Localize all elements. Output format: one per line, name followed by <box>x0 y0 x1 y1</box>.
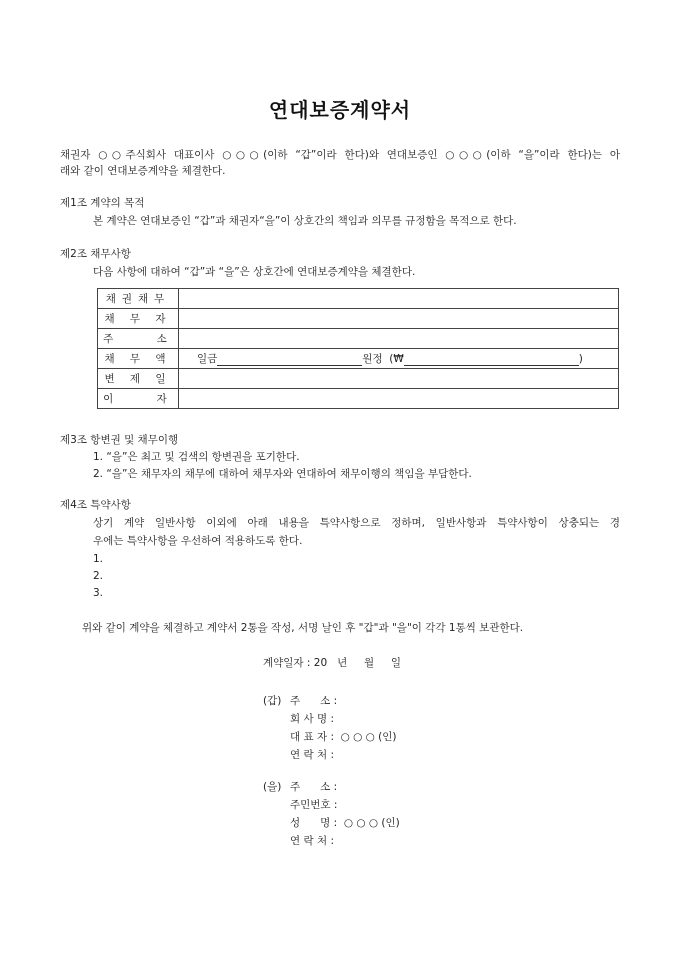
article4-item: 1. <box>93 553 104 565</box>
article1-body: 본 계약은 연대보증인 “갑”과 채권자“을”이 상호간의 책임과 의무를 규정함을 목적으로 한다. <box>93 215 517 227</box>
row-value[interactable] <box>179 309 619 329</box>
table-row <box>98 369 619 389</box>
contract-date: 계약일자 : 20 년 월 일 <box>263 657 401 669</box>
party-b-tag: (을) <box>263 781 282 793</box>
party-a-contact: 연 락 처 : <box>290 749 334 761</box>
article2-body: 다음 사항에 대하여 “갑”과 “을”은 상호간에 연대보증계약을 체결한다. <box>93 266 416 278</box>
article4-body-line-2: 우에는 특약사항을 우선하여 적용하도록 한다. <box>93 535 303 547</box>
row-value[interactable] <box>179 389 619 409</box>
row-label: 채권채무 <box>98 289 179 309</box>
party-a-representative: 대 표 자 : ○ ○ ○ (인) <box>290 731 397 743</box>
party-b-address: 주 소 : <box>290 781 338 793</box>
row-label: 이 자 <box>98 389 179 409</box>
party-b-name: 성 명 : ○ ○ ○ (인) <box>290 817 400 829</box>
table-row <box>98 329 619 349</box>
row-label: 주 소 <box>98 329 179 349</box>
party-b-contact: 연 락 처 : <box>290 835 334 847</box>
debt-amount-value[interactable] <box>179 349 619 369</box>
intro-line-2: 래와 같이 연대보증계약을 체결한다. <box>60 165 226 177</box>
article3-heading: 제3조 항변권 및 채무이행 <box>60 434 179 446</box>
row-value[interactable] <box>179 369 619 389</box>
intro-line-1: 채권자 ○○주식회사 대표이사 ○○○(이하 “갑”이라 한다)와 연대보증인 ○○○(이하 “을”이라 한다)는 아 <box>60 149 620 161</box>
party-b-resident-number: 주민번호 : <box>290 799 338 811</box>
table-row <box>98 309 619 329</box>
article4-item: 3. <box>93 587 104 599</box>
party-a-tag: (갑) <box>263 695 282 707</box>
document-title: 연대보증계약서 <box>268 98 412 122</box>
article1-heading: 제1조 계약의 목적 <box>60 197 145 209</box>
amount-prefix: 일금 <box>197 353 218 365</box>
article2-heading: 제2조 채무사항 <box>60 248 131 260</box>
row-label: 채 무 액 <box>98 349 179 369</box>
table-row <box>98 289 619 309</box>
article4-body-line-1: 상기 계약 일반사항 이외에 아래 내용을 특약사항으로 정하며, 일반사항과 특약사항이 상충되는 경 <box>93 517 620 529</box>
article3-item: 2. “을”은 채무자의 채무에 대하여 채무자와 연대하여 채무이행의 책임을 부담한다. <box>93 468 472 480</box>
article3-item: 1. “을”은 최고 및 검색의 항변권을 포기한다. <box>93 451 300 463</box>
amount-number-blank[interactable] <box>404 354 579 366</box>
article4-item: 2. <box>93 570 104 582</box>
party-a-company: 회 사 명 : <box>290 713 334 725</box>
amount-middle: 원정 (₩ <box>362 353 404 365</box>
row-label: 변 제 일 <box>98 369 179 389</box>
table-row <box>98 389 619 409</box>
article4-heading: 제4조 특약사항 <box>60 499 131 511</box>
closing-statement: 위와 같이 계약을 체결하고 계약서 2통을 작성, 서명 날인 후 "갑"과 "을"이 각각 1통씩 보관한다. <box>82 622 524 634</box>
row-value[interactable] <box>179 329 619 349</box>
party-a-address: 주 소 : <box>290 695 338 707</box>
row-value[interactable] <box>179 289 619 309</box>
debt-table <box>97 288 619 409</box>
amount-suffix: ) <box>578 353 583 365</box>
row-label: 채 무 자 <box>98 309 179 329</box>
amount-korean-blank[interactable] <box>217 354 362 366</box>
table-row <box>98 349 619 369</box>
